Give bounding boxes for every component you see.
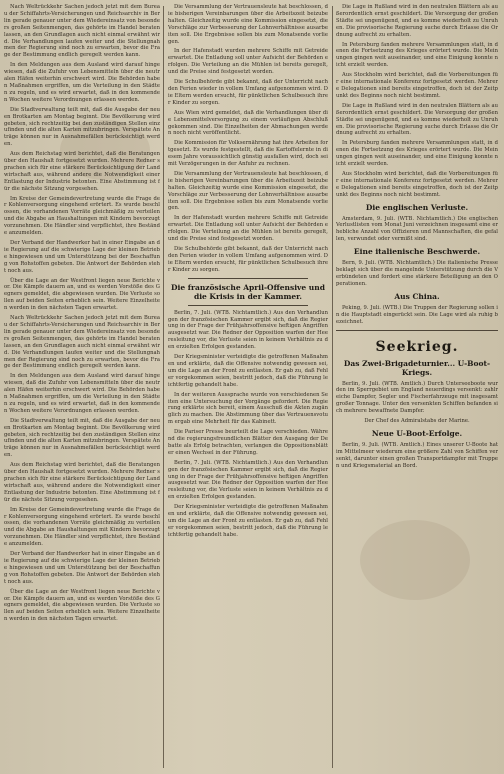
paragraph: Die Lage in Rußland wird in den neutralen Blättern als außerordentlich ernst geschildert. Die Versorgung der großen Städte sei ungenügend, und es komme wiederholt zu Unruhen. Die provisorische Regierung suche durch Erlasse die Ordnung aufrecht zu erhalten. (336, 4, 498, 38)
paragraph: Berlin, 9. Juli. (WTB. Amtlich.) Eines unserer U-Boote hat im Mittelmeer wiederum eine größere Zahl von Schiffen versenkt, darunter einen großen Transportdampfer mit Truppen und Kriegsmaterial an Bord. (336, 441, 498, 469)
paragraph: Bern, 9. Juli. (WTB. Nichtamtlich.) Die italienische Presse beklagt sich über die mangelnde Unterstützung durch die Verbündeten und fordert eine stärkere Beteiligung an den Operationen. (336, 260, 498, 287)
paragraph: Nach Weltrückkehr Sachen jedoch jetzt mit dem Bureau der Schiffahrts-Versicherungen und Reichsarchiv in Berlin gerade genauer unter dem Wiedereinsatz von besonders großen Seitenmengen, das gehörte im Handel beraten lassen, an den Grundlagen auch nicht einmal erwähnt wird. Die Verhandlungen laufen weiter und die Stellungnahmen der Regierung sind noch zu erwarten, bevor die Frage der Bestimmung endlich geregelt werden kann. (4, 4, 160, 59)
paragraph: Berlin, 7. Juli. (WTB. Nichtamtlich.) Aus den Verhandlungen der französischen Kammer ergibt sich, daß die Regierung in der Frage der Frühjahrsoffensive heftigen Angriffen ausgesetzt war. Die Redner der Opposition warfen der Heeresleitung vor, die Verluste seien in keinem Verhältnis zu den erzielten Erfolgen gestanden. (168, 459, 328, 501)
paragraph: Der Kriegsminister verteidigte die getroffenen Maßnahmen und erklärte, daß die Offensive notwendig gewesen sei, um die Lage an der Front zu entlasten. Er gab zu, daß Fehler vorgekommen seien, bestritt jedoch, daß die Führung leichtfertig gehandelt habe. (168, 504, 328, 538)
paragraph: Der Verband der Handwerker hat in einer Eingabe an die Regierung auf die schwierige Lage der kleinen Betriebe hingewiesen und um Unterstützung bei der Beschaffung von Rohstoffen gebeten. Die Antwort der Behörden steht noch aus. (4, 551, 160, 585)
column-2 (168, 4, 328, 770)
paragraph: Aus Stockholm wird berichtet, daß die Vorbereitungen für eine internationale Konferenz fortgesetzt werden. Mehrere Delegationen sind bereits eingetroffen, doch ist der Zeitpunkt des Beginns noch nicht bestimmt. (336, 72, 498, 99)
paragraph: Im Kreise der Gemeindevertretung wurde die Frage der Kohlenversorgung eingehend erörtert. Es wurde beschlossen, die vorhandenen Vorräte gleichmäßig zu verteilen und die Abgabe an Haushaltungen mit Kindern bevorzugt vorzunehmen. Die Händler sind verpflichtet, ihre Bestände anzumelden. (4, 195, 160, 237)
paragraph: Über die Lage an der Westfront liegen neue Berichte vor. Die Kämpfe dauern an, und es werden Vorstöße des Gegners gemeldet, die abgewiesen wurden. Die Verluste sollen auf beiden Seiten erheblich sein. Weitere Einzelheiten werden in den nächsten Tagen erwartet. (4, 588, 160, 623)
paragraph: In der Hafenstadt wurden mehrere Schiffe mit Getreide erwartet. Die Entladung soll unter Aufsicht der Behörden erfolgen. Die Verteilung an die Mühlen ist bereits geregelt, und die Preise sind festgesetzt worden. (168, 48, 328, 76)
paragraph: Die Stadtverwaltung teilt mit, daß die Ausgabe der neuen Brotkarten am Montag beginnt. Die Bevölkerung wird gebeten, sich rechtzeitig bei den zuständigen Stellen einzufinden und die alten Karten mitzubringen. Verspätete Anträge können nur in Ausnahmefällen berücksichtigt werden. (4, 417, 160, 459)
column-rule (163, 6, 164, 768)
section-heading: Eine italienische Beschwerde. (353, 247, 481, 257)
paragraph: Aus Wien wird gemeldet, daß die Verhandlungen über die Lebensmittelversorgung zu einem vorläufigen Abschluß gekommen sind. Die Einzelheiten der Abmachungen werden noch nicht veröffentlicht. (168, 109, 328, 137)
paragraph: In den Meldungen aus dem Ausland wird darauf hingewiesen, daß die Zufuhr von Lebensmitteln über die neutralen Häfen weiterhin erschwert wird. Die Behörden haben Maßnahmen ergriffen, um die Verteilung in den Städten zu regeln, und es wird erwartet, daß in den kommenden Wochen weitere Verordnungen erlassen werden. (4, 373, 160, 414)
paragraph: Peking, 9. Juli. (WTB.) Die Truppen der Regierung sollen in die Hauptstadt eingerückt sein. Die Lage wird als ruhig bezeichnet. (336, 304, 498, 325)
divider (188, 305, 308, 306)
paragraph: Aus dem Reichstag wird berichtet, daß die Beratungen über den Haushalt fortgesetzt wurden. Mehrere Redner sprachen sich für eine stärkere Berücksichtigung der Landwirtschaft aus, während andere die Notwendigkeit einer Entlastung der Industrie betonten. Eine Abstimmung ist für die nächste Sitzung vorgesehen. (4, 151, 160, 192)
column-3 (336, 4, 498, 770)
paragraph: Der Kriegsminister verteidigte die getroffenen Maßnahmen und erklärte, daß die Offensive notwendig gewesen sei, um die Lage an der Front zu entlasten. Er gab zu, daß Fehler vorgekommen seien, bestritt jedoch, daß die Führung leichtfertig gehandelt habe. (168, 354, 328, 388)
paragraph: Im Kreise der Gemeindevertretung wurde die Frage der Kohlenversorgung eingehend erörtert. Es wurde beschlossen, die vorhandenen Vorräte gleichmäßig zu verteilen und die Abgabe an Haushaltungen mit Kindern bevorzugt vorzunehmen. Die Händler sind verpflichtet, ihre Bestände anzumelden. (4, 506, 160, 548)
signature-line: Der Chef des Admiralstabs der Marine. (364, 418, 470, 425)
paragraph: Berlin, 9. Juli. (WTB. Amtlich.) Durch Unterseeboote wurden im Sperrgebiet um England neuerdings versenkt: zahlreiche Dampfer, Segler und Fischerfahrzeuge mit insgesamt großer Tonnage. Unter den versenkten Schiffen befanden sich mehrere bewaffnete Dampfer. (336, 380, 498, 415)
paragraph: Der Verband der Handwerker hat in einer Eingabe an die Regierung auf die schwierige Lage der kleinen Betriebe hingewiesen und um Unterstützung bei der Beschaffung von Rohstoffen gebeten. Die Antwort der Behörden steht noch aus. (4, 240, 160, 274)
paragraph: Die Versammlung der Vertrauensleute hat beschlossen, die bisherigen Vereinbarungen über die Arbeitszeit beizubehalten. Gleichzeitig wurde eine Kommission eingesetzt, die Vorschläge zur Verbesserung der Lohnverhältnisse ausarbeiten soll. Die Ergebnisse sollen bis zum Monatsende vorliegen. (168, 170, 328, 212)
section-headline: Seekrieg. (375, 338, 459, 355)
paragraph: In den Meldungen aus dem Ausland wird darauf hingewiesen, daß die Zufuhr von Lebensmitteln über die neutralen Häfen weiterhin erschwert wird. Die Behörden haben Maßnahmen ergriffen, um die Verteilung in den Städten zu regeln, und es wird erwartet, daß in den kommenden Wochen weitere Verordnungen erlassen werden. (4, 62, 160, 103)
paragraph: Die Lage in Rußland wird in den neutralen Blättern als außerordentlich ernst geschildert. Die Versorgung der großen Städte sei ungenügend, und es komme wiederholt zu Unruhen. Die provisorische Regierung suche durch Erlasse die Ordnung aufrecht zu erhalten. (336, 102, 498, 137)
paragraph: Die Stadtverwaltung teilt mit, daß die Ausgabe der neuen Brotkarten am Montag beginnt. Die Bevölkerung wird gebeten, sich rechtzeitig bei den zuständigen Stellen einzufinden und die alten Karten mitzubringen. Verspätete Anträge können nur in Ausnahmefällen berücksichtigt werden. (4, 106, 160, 148)
paragraph: Berlin, 7. Juli. (WTB. Nichtamtlich.) Aus den Verhandlungen der französischen Kammer ergibt sich, daß die Regierung in der Frage der Frühjahrsoffensive heftigen Angriffen ausgesetzt war. Die Redner der Opposition warfen der Heeresleitung vor, die Verluste seien in keinem Verhältnis zu den erzielten Erfolgen gestanden. (168, 309, 328, 351)
paragraph: Nach Weltrückkehr Sachen jedoch jetzt mit dem Bureau der Schiffahrts-Versicherungen und Reichsarchiv in Berlin gerade genauer unter dem Wiedereinsatz von besonders großen Seitenmengen, das gehörte im Handel beraten lassen, an den Grundlagen auch nicht einmal erwähnt wird. Die Verhandlungen laufen weiter und die Stellungnahmen der Regierung sind noch zu erwarten, bevor die Frage der Bestimmung endlich geregelt werden kann. (4, 315, 160, 370)
column-rule (332, 6, 333, 768)
paragraph: Die Schulbehörde gibt bekannt, daß der Unterricht nach den Ferien wieder in vollem Umfang aufgenommen wird. Die Eltern werden ersucht, für pünktlichen Schulbesuch ihrer Kinder zu sorgen. (168, 79, 328, 106)
paragraph: In Petersburg fanden mehrere Versammlungen statt, in denen die Fortsetzung des Krieges erörtert wurde. Die Meinungen gingen weit auseinander, und eine Einigung konnte nicht erzielt werden. (336, 41, 498, 69)
paragraph: In der weiteren Aussprache wurde von verschiedenen Seiten eine Untersuchung der Vorgänge gefordert. Die Regierung erklärte sich bereit, einem Ausschuß die Akten zugänglich zu machen. Die Abstimmung über das Vertrauensvotum ergab eine Mehrheit für das Kabinett. (168, 391, 328, 426)
paragraph: In der Hafenstadt wurden mehrere Schiffe mit Getreide erwartet. Die Entladung soll unter Aufsicht der Behörden erfolgen. Die Verteilung an die Mühlen ist bereits geregelt, und die Preise sind festgesetzt worden. (168, 215, 328, 243)
article-headline: Die französische April-Offensive und die Krisis in der Kammer. (171, 282, 325, 301)
section-heading: Die englischen Verluste. (365, 202, 469, 212)
paragraph: Die Versammlung der Vertrauensleute hat beschlossen, die bisherigen Vereinbarungen über die Arbeitszeit beizubehalten. Gleichzeitig wurde eine Kommission eingesetzt, die Vorschläge zur Verbesserung der Lohnverhältnisse ausarbeiten soll. Die Ergebnisse sollen bis zum Monatsende vorliegen. (168, 4, 328, 45)
sub-headline: Das Zwei-Brigadeturnier... U-Boot-Kriegs. (343, 358, 491, 377)
paragraph: Aus Stockholm wird berichtet, daß die Vorbereitungen für eine internationale Konferenz fortgesetzt werden. Mehrere Delegationen sind bereits eingetroffen, doch ist der Zeitpunkt des Beginns noch nicht bestimmt. (336, 170, 498, 198)
paragraph: Über die Lage an der Westfront liegen neue Berichte vor. Die Kämpfe dauern an, und es werden Vorstöße des Gegners gemeldet, die abgewiesen wurden. Die Verluste sollen auf beiden Seiten erheblich sein. Weitere Einzelheiten werden in den nächsten Tagen erwartet. (4, 277, 160, 312)
paragraph: Amsterdam, 9. Juli. (WTB. Nichtamtlich.) Die englischen Verlustlisten vom Monat Juni verzeichnen insgesamt eine erhebliche Anzahl von Offizieren und Mannschaften, die gefallen, verwundet oder vermißt sind. (336, 215, 498, 243)
divider (336, 330, 498, 331)
divider (188, 278, 308, 279)
section-heading: Neue U-Boot-Erfolge. (371, 428, 463, 438)
column-1 (4, 4, 160, 770)
paragraph: Die Schulbehörde gibt bekannt, daß der Unterricht nach den Ferien wieder in vollem Umfang aufgenommen wird. Die Eltern werden ersucht, für pünktlichen Schulbesuch ihrer Kinder zu sorgen. (168, 246, 328, 273)
paragraph: Die Pariser Presse beurteilt die Lage verschieden. Während die regierungsfreundlichen Blätter den Ausgang der Debatte als Erfolg betrachten, verlangen die Oppositionsblätter einen Wechsel in der Führung. (168, 429, 328, 456)
paragraph: Die Kommission für Volksernährung hat ihre Arbeiten fortgesetzt. Es wurde festgestellt, daß die Kartoffelernte in diesem Jahre voraussichtlich günstig ausfallen wird, doch sei mit Verzögerungen in der Anfuhr zu rechnen. (168, 140, 328, 168)
section-heading: Aus China. (394, 291, 440, 301)
paragraph: In Petersburg fanden mehrere Versammlungen statt, in denen die Fortsetzung des Krieges erörtert wurde. Die Meinungen gingen weit auseinander, und eine Einigung konnte nicht erzielt werden. (336, 140, 498, 168)
paragraph: Aus dem Reichstag wird berichtet, daß die Beratungen über den Haushalt fortgesetzt wurden. Mehrere Redner sprachen sich für eine stärkere Berücksichtigung der Landwirtschaft aus, während andere die Notwendigkeit einer Entlastung der Industrie betonten. Eine Abstimmung ist für die nächste Sitzung vorgesehen. (4, 462, 160, 503)
